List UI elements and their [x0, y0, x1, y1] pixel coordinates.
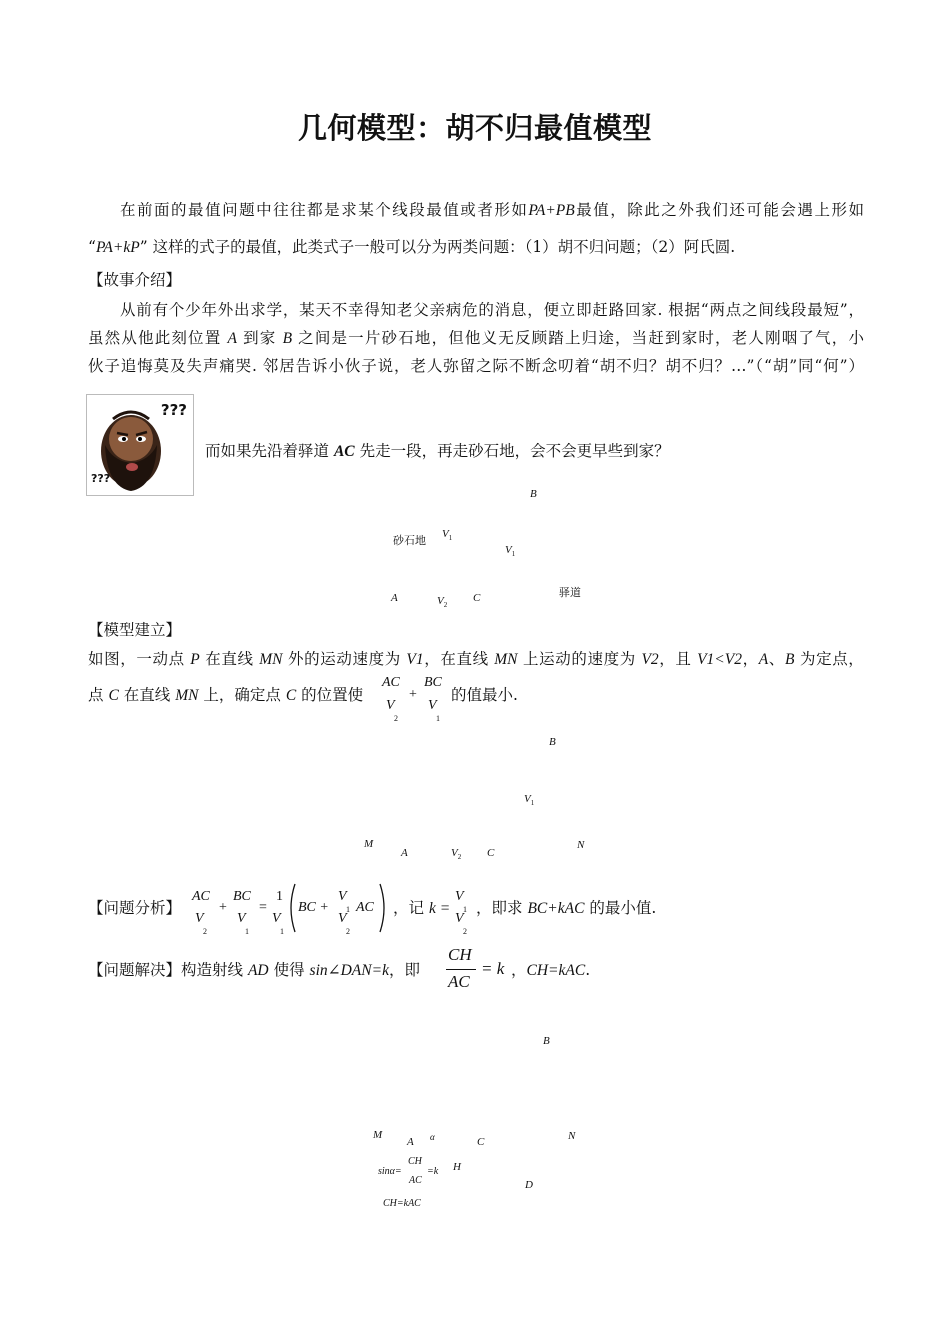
frac2-denominator: V: [428, 698, 437, 713]
t: 构造射线: [181, 961, 244, 979]
page-title: 几何模型：胡不归最值模型: [297, 111, 652, 145]
f1-sub: 2: [203, 927, 207, 936]
analysis-heading: 【问题分析】: [88, 899, 182, 917]
intro-expr: PA+PB: [528, 202, 575, 219]
frac1-sub: 2: [394, 714, 398, 723]
t: .: [585, 961, 591, 979]
diagram3-label-alpha: α: [430, 1132, 435, 1142]
t: 在直线: [123, 686, 171, 704]
solution-frac-numerator: CH: [448, 945, 472, 964]
v: V: [437, 595, 444, 607]
t: ，即: [388, 961, 420, 979]
diagram1-label-V1b: [505, 544, 515, 558]
diagram3-frac-den: AC: [409, 1175, 422, 1186]
t: 使得: [273, 961, 305, 979]
intro-text: 最值，除此之外我们还可能会遇上形如: [574, 201, 864, 219]
point-P: P: [190, 651, 200, 668]
model-line-1: [88, 649, 864, 670]
inequality: V1<V2: [697, 651, 742, 668]
sub: 2: [457, 853, 462, 862]
quote: ”: [139, 238, 148, 256]
f4-sub: 2: [346, 927, 350, 936]
point-B: B: [784, 651, 795, 668]
t: ，: [741, 650, 759, 668]
inner-a: BC +: [298, 900, 329, 915]
ray-AD: AD: [247, 962, 269, 979]
frac1-numerator: AC: [382, 675, 400, 690]
sub: 1: [530, 799, 535, 808]
story-text: 虽然从他此刻位置: [88, 329, 222, 347]
v: V: [505, 544, 512, 556]
diagram3-eqk: =k: [427, 1166, 439, 1177]
sub: 1: [511, 550, 516, 559]
diagram3-label-H: H: [453, 1161, 461, 1173]
question-text: 而如果先沿着驿道: [205, 442, 330, 460]
intro-text: 在前面的最值问题中往往都是求某个线段最值或者形如: [120, 201, 529, 219]
f4-numerator: V: [338, 889, 347, 904]
t: 上，确定点: [203, 686, 281, 704]
diagram3-label-D: D: [525, 1179, 533, 1191]
sub: 1: [448, 534, 453, 543]
diagram3-label-N: N: [568, 1130, 576, 1142]
v: V: [451, 847, 458, 859]
f4-num-sub: 1: [346, 905, 350, 914]
diagram3-frac-num: CH: [408, 1156, 422, 1167]
f5-numerator: V: [455, 889, 464, 904]
f5-num-sub: 1: [463, 905, 467, 914]
diagram1-label-V1a: [442, 528, 452, 542]
f3-sub: 1: [280, 927, 284, 936]
intro-line-1: [120, 200, 864, 221]
diagram2-label-A: A: [401, 847, 408, 859]
solution-expr: CH=kAC: [526, 962, 586, 979]
story-line-3: 伙子追悔莫及失声痛哭. 邻居告诉小伙子说，老人弥留之际不断念叨着“胡不归？胡不归？…”（“胡”同“何”）: [88, 357, 864, 375]
target-expr: BC+kAC: [527, 900, 585, 917]
solution-heading: 【问题解决】: [88, 961, 182, 979]
diagram2-label-V1: [524, 793, 534, 807]
t: 的位置使: [301, 686, 364, 704]
f1-denominator: V: [195, 911, 204, 926]
speed-V2: V2: [641, 651, 659, 668]
inner-b: AC: [356, 900, 374, 915]
story-line-1: 从前有个少年外出求学，某天不幸得知老父亲病危的消息，便立即赶路回家. 根据“两点之间线段最短”，: [120, 301, 864, 319]
k-equals: k =: [428, 900, 451, 917]
t: 外的运动速度为: [287, 650, 401, 668]
confused-man-avatar: [86, 394, 194, 496]
diagram2-label-B: B: [549, 736, 556, 748]
t: 点: [88, 686, 104, 704]
diagram1-label-road: 驿道: [559, 586, 581, 599]
diagram3-sin: sinα=: [378, 1166, 402, 1177]
f3-denominator: V: [272, 911, 281, 926]
t: ，且: [658, 650, 692, 668]
t: ，即求: [476, 899, 523, 917]
frac2-numerator: BC: [424, 675, 442, 690]
intro-text-2: 这样的式子的最值，此类式子一般可以分为两类问题：（1）胡不归问题；（2）阿氏圆.: [152, 238, 736, 256]
analysis-mid: [393, 898, 450, 919]
plus-sign: +: [219, 900, 227, 915]
intro-line-2: [88, 237, 864, 258]
diagram3-label-B: B: [543, 1035, 550, 1047]
story-heading: 【故事介绍】: [88, 271, 182, 289]
speed-V1: V1: [406, 651, 424, 668]
diagram2-label-M: M: [364, 838, 374, 850]
sin-expr: sin∠DAN=k: [309, 962, 389, 979]
diagram1-label-sand: 砂石地: [393, 534, 426, 547]
point-A: A: [758, 651, 769, 668]
story-line-2: [88, 328, 864, 349]
question-text: 先走一段，再走砂石地，会不会更早些到家？: [359, 442, 670, 460]
question-marks-top: ???: [160, 401, 187, 419]
diagram1-label-A: A: [391, 592, 398, 604]
diagram1-label-B: B: [530, 488, 537, 500]
point-C: C: [285, 687, 297, 704]
equals-sign: =: [259, 900, 267, 915]
quote: “: [88, 238, 96, 256]
diagram3-label-M: M: [373, 1129, 383, 1141]
diagram2-label-C: C: [487, 847, 495, 859]
diagram3-label-C: C: [477, 1136, 485, 1148]
sub: 2: [443, 601, 448, 610]
line-MN: MN: [175, 687, 199, 704]
diagram2-label-V2: [451, 847, 461, 861]
v: V: [524, 793, 531, 805]
solution-tail: [511, 960, 590, 981]
solution-frac-denominator: AC: [448, 972, 470, 991]
plus-sign: +: [409, 687, 417, 702]
t: 在直线: [205, 650, 254, 668]
segment-AC: AC: [333, 443, 355, 460]
frac2-sub: 1: [436, 714, 440, 723]
t: ，在直线: [423, 650, 489, 668]
model-line-2: [88, 685, 363, 706]
model-line-2-end: 的值最小.: [451, 686, 518, 704]
f4-denominator: V: [338, 911, 347, 926]
analysis-tail: [476, 898, 656, 919]
f3-numerator: 1: [276, 889, 283, 904]
line-MN: MN: [259, 651, 283, 668]
diagram3-bottom: CH=kAC: [383, 1198, 421, 1209]
f5-sub: 2: [463, 927, 467, 936]
t: 、: [768, 650, 785, 668]
t: 的最小值.: [589, 899, 657, 917]
story-text: 到家: [243, 329, 277, 347]
point-C: C: [108, 687, 119, 704]
t: 为定点，: [799, 650, 864, 668]
point-B: B: [282, 330, 293, 347]
f2-numerator: BC: [233, 889, 251, 904]
f5-denominator: V: [455, 911, 464, 926]
line-MN: MN: [494, 651, 518, 668]
solution-line: [88, 960, 420, 981]
question-marks-bottom: ???: [91, 472, 111, 485]
t: ，: [511, 961, 527, 979]
diagram3-label-A: A: [407, 1136, 414, 1148]
t: ，记: [393, 899, 425, 917]
model-heading: 【模型建立】: [88, 621, 182, 639]
frac1-denominator: V: [386, 698, 395, 713]
solution-eqk: = k: [481, 959, 505, 978]
t: 上运动的速度为: [523, 650, 636, 668]
story-question: [205, 441, 670, 462]
story-text: 之间是一片砂石地，但他义无反顾踏上归途，当赶到家时，老人刚咽了气，小: [298, 329, 864, 347]
solution-frac-bar: [446, 969, 476, 970]
diagram2-label-N: N: [577, 839, 585, 851]
diagram1-label-V2: [437, 595, 447, 609]
f2-sub: 1: [245, 927, 249, 936]
f2-denominator: V: [237, 911, 246, 926]
intro-expr-2: PA+kP: [95, 239, 140, 256]
point-A: A: [227, 330, 237, 347]
t: 如图，一动点: [88, 650, 185, 668]
f1-numerator: AC: [192, 889, 210, 904]
v: V: [442, 528, 449, 540]
diagram1-label-C: C: [473, 592, 481, 604]
